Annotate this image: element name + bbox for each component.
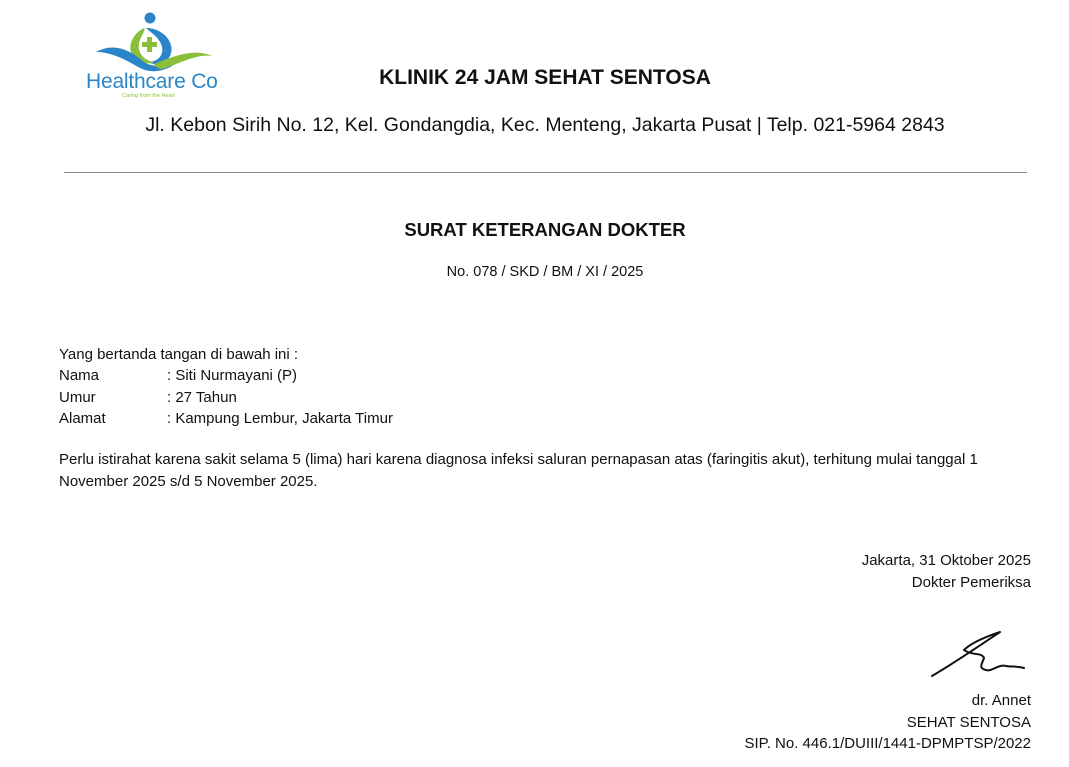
place-date: Jakarta, 31 Oktober 2025 (861, 552, 1031, 569)
logo-tagline: Caring from the Heart (122, 93, 175, 99)
statement-paragraph: Perlu istirahat karena sakit selama 5 (lima) hari karena diagnosa infeksi saluran pernapasan atas (faringitis akut), terhitung mulai tanggal 1 November 2025 s/d 5 November 2025. (59, 451, 978, 490)
institution-name: SEHAT SENTOSA (906, 713, 1031, 731)
signature-icon (926, 628, 1030, 684)
field-label: Nama (59, 367, 100, 384)
field-value: : Siti Nurmayani (P) (167, 367, 298, 384)
clinic-name: KLINIK 24 JAM SEHAT SENTOSA (379, 66, 711, 89)
doctor-name: dr. Annet (971, 692, 1031, 709)
logo-name: Healthcare Co (86, 70, 218, 93)
document-number: No. 078 / SKD / BM / XI / 2025 (446, 264, 644, 280)
field-label: Umur (59, 388, 96, 406)
document-title: SURAT KETERANGAN DOKTER (404, 219, 686, 240)
license-number: SIP. No. 446.1/DUIII/1441-DPMPTSP/2022 (744, 735, 1031, 752)
header-divider (64, 172, 1027, 173)
healthcare-logo-icon (94, 6, 214, 72)
field-row-address (59, 408, 393, 430)
signature-header (862, 550, 1031, 593)
intro-text: Yang bertanda tangan di bawah ini : (59, 346, 299, 363)
signer-role: Dokter Pemeriksa (911, 573, 1031, 591)
field-value: : Kampung Lembur, Jakarta Timur (167, 410, 393, 427)
field-row-name (59, 365, 393, 387)
field-label: Alamat (59, 410, 106, 427)
field-row-age (59, 387, 393, 409)
patient-fields (59, 365, 393, 430)
field-value: : 27 Tahun (167, 388, 237, 406)
clinic-address: Jl. Kebon Sirih No. 12, Kel. Gondangdia, Kec. Menteng, Jakarta Pusat | Telp. 021-5964 2843 (145, 114, 945, 136)
signer-details (744, 690, 1031, 755)
